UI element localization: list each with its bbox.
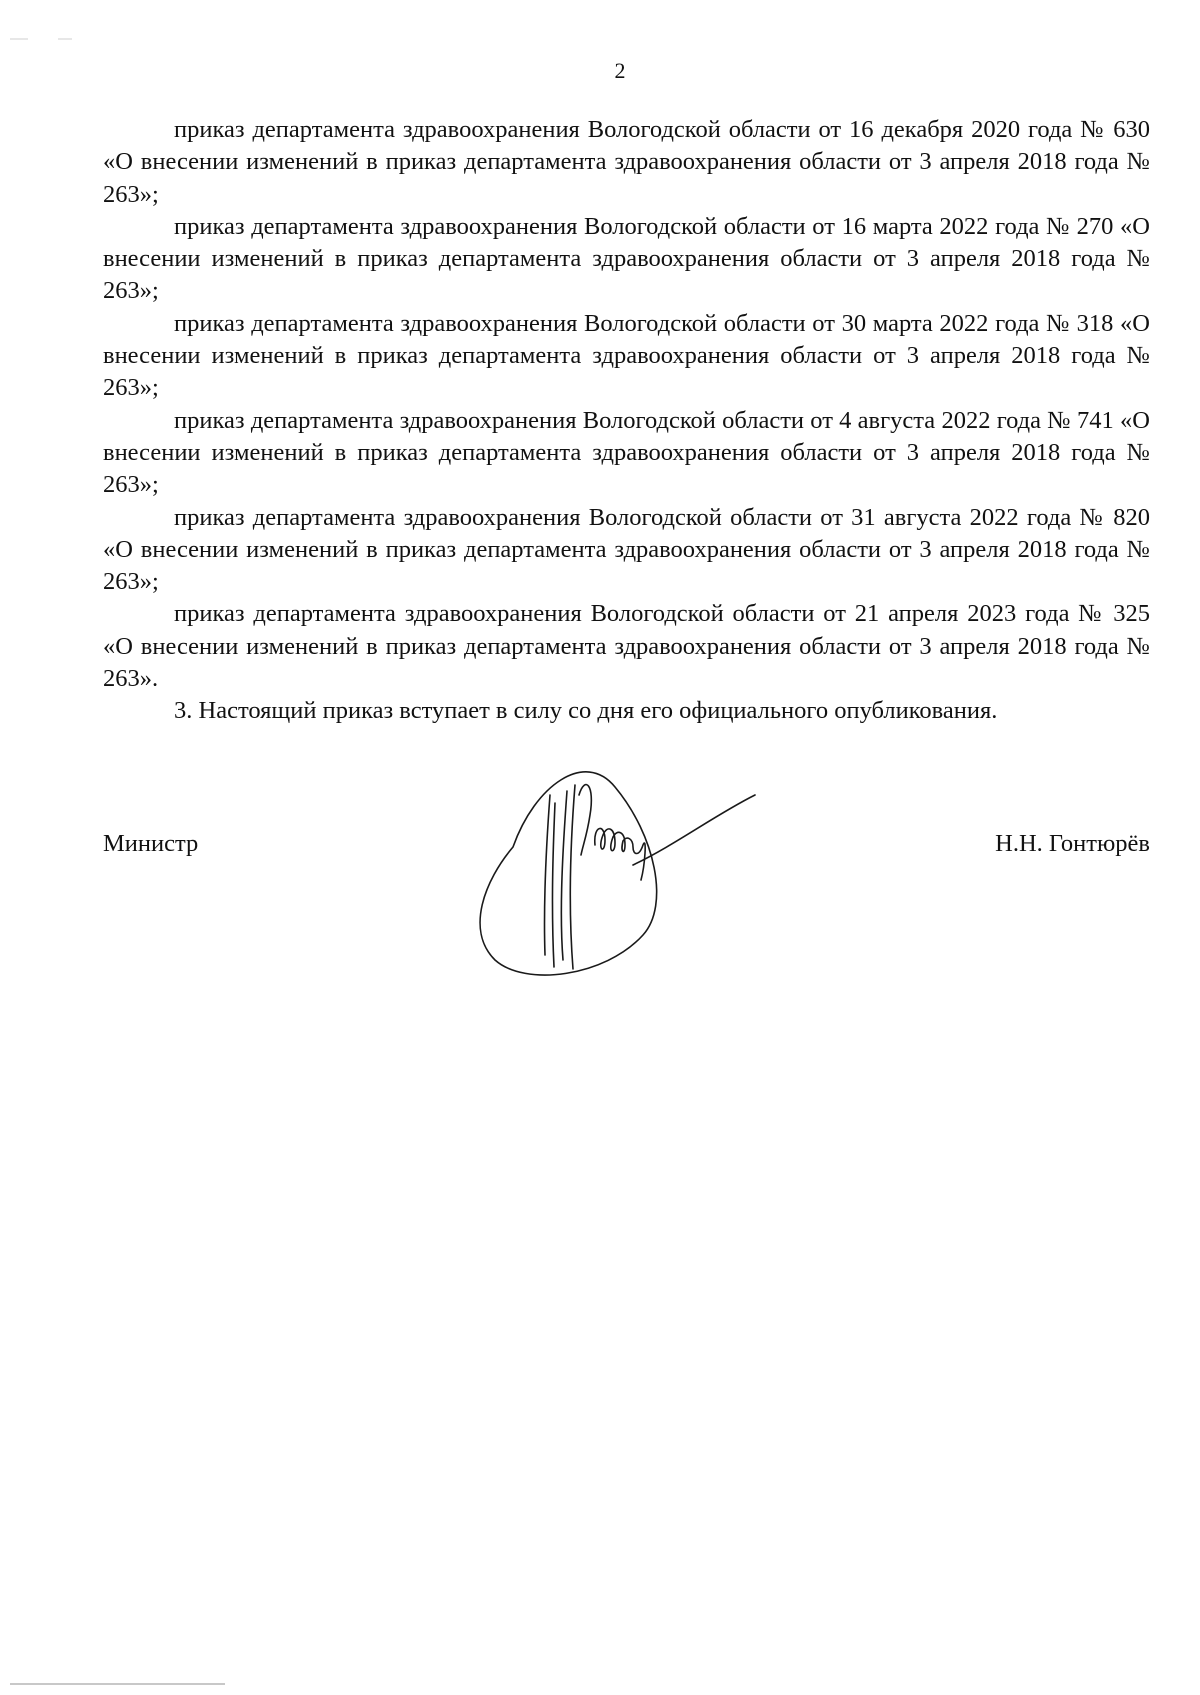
signature-loop	[480, 772, 657, 975]
signature-stroke-1	[544, 795, 550, 955]
handwritten-signature	[455, 755, 775, 980]
scan-edge-line	[10, 1683, 225, 1685]
paragraph-order-2: приказ департамента здравоохранения Вологодской области от 16 марта 2022 года № 270 «О внесении изменений в приказ департамента здравоохранения области от 3 апреля 2018 года № 263»;	[103, 212, 1150, 305]
signature-stroke-3	[561, 791, 567, 960]
signatory-name: Н.Н. Гонтюрёв	[995, 830, 1150, 857]
signature-stroke-5	[579, 785, 591, 855]
paragraph-order-1: приказ департамента здравоохранения Вологодской области от 16 декабря 2020 года № 630 «О внесении изменений в приказ департамента здравоохранения области от 3 апреля 2018 года № 263»;	[103, 116, 1150, 208]
signatory-title: Министр	[103, 830, 199, 857]
paragraph-order-3: приказ департамента здравоохранения Вологодской области от 30 марта 2022 года № 318 «О внесении изменений в приказ департамента здравоохранения области от 3 апреля 2018 года № 263»;	[103, 309, 1150, 402]
paragraph-order-6: приказ департамента здравоохранения Вологодской области от 21 апреля 2023 года № 325 «О внесении изменений в приказ департамента здравоохранения области от 3 апреля 2018 года № 263».	[103, 600, 1150, 693]
paragraph-order-4: приказ департамента здравоохранения Вологодской области от 4 августа 2022 года № 741 «О внесении изменений в приказ департамента здравоохранения области от 3 апреля 2018 года № 263»;	[103, 406, 1150, 499]
paragraph-effective-date: 3. Настоящий приказ вступает в силу со дня его официального опубликования.	[174, 697, 998, 725]
signature-stroke-4	[570, 785, 575, 969]
signature-cursive	[595, 829, 645, 880]
signature-stroke-2	[552, 803, 555, 967]
page-number: 2	[614, 58, 626, 83]
paragraph-order-5: приказ департамента здравоохранения Вологодской области от 31 августа 2022 года № 820 «О внесении изменений в приказ департамента здравоохранения области от 3 апреля 2018 года № 263»;	[103, 503, 1150, 596]
document-body	[103, 114, 1150, 728]
scan-artifact	[10, 38, 80, 40]
